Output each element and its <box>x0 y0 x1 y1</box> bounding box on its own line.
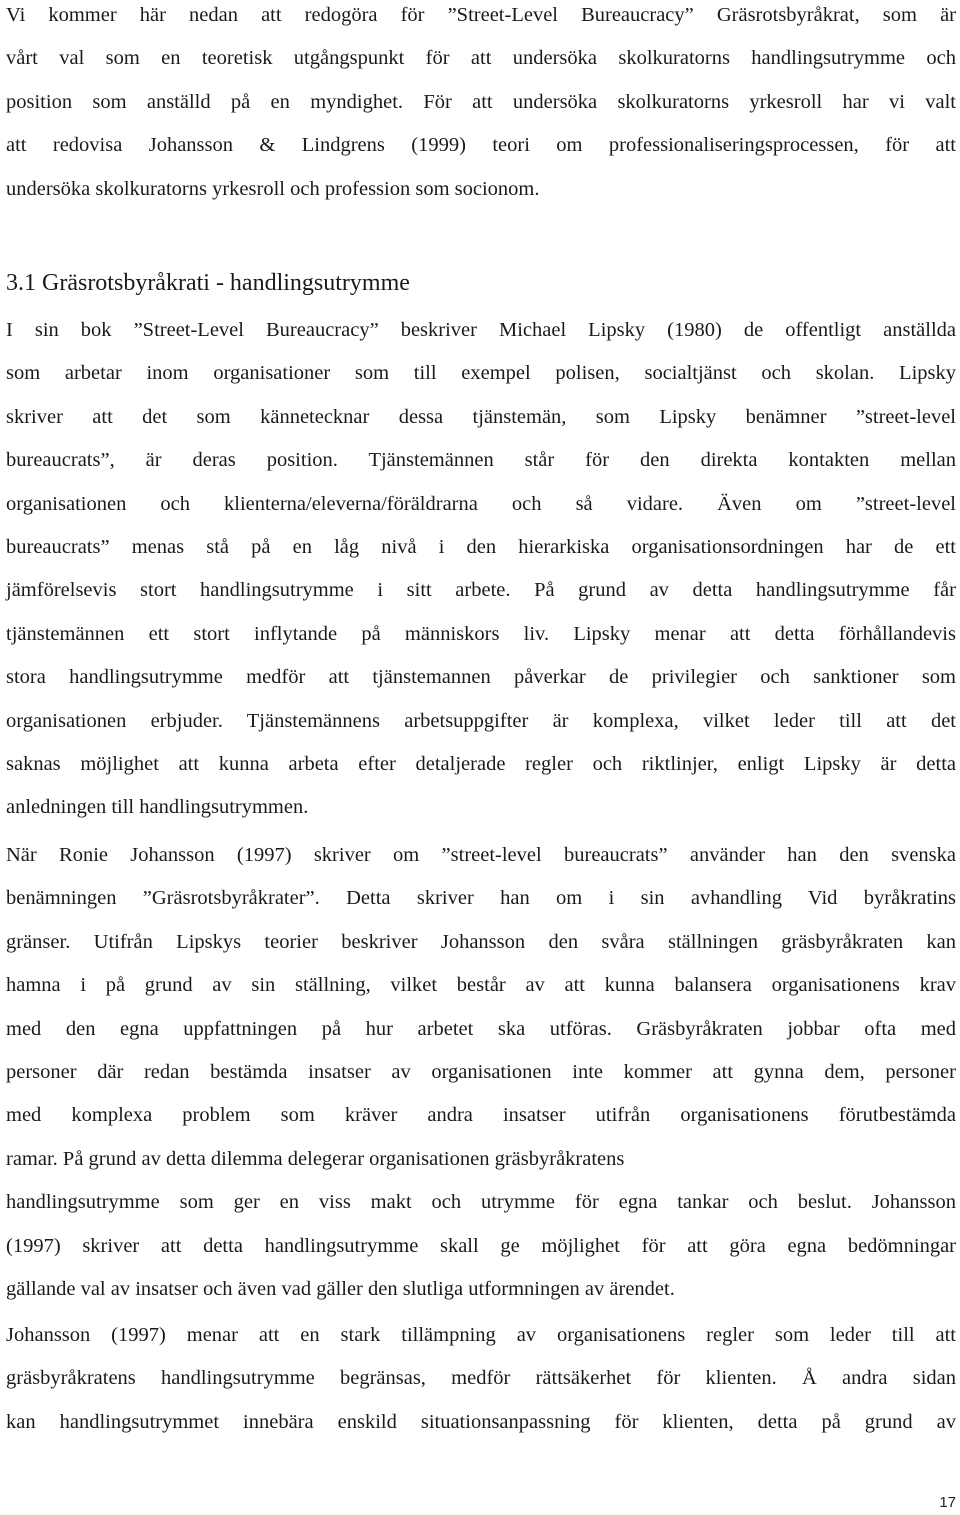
text-line: med komplexa problem som kräver andra insatser utifrån organisationens förutbestämda <box>6 1104 956 1127</box>
text-line: Vi kommer här nedan att redogöra för ”Street-Level Bureaucracy” Gräsrotsbyråkrat, som är <box>6 4 956 26</box>
text-line: benämningen ”Gräsrotsbyråkrater”. Detta skriver han om i sin avhandling Vid byråkratins <box>6 887 956 910</box>
text-line: organisationen erbjuder. Tjänstemännens arbetsuppgifter är komplexa, vilket leder till att det <box>6 709 956 732</box>
text-line: ramar. På grund av detta dilemma delegerar organisationen gräsbyråkratens <box>6 1147 625 1170</box>
text-line: gränser. Utifrån Lipskys teorier beskriver Johansson den svåra ställningen gräsbyråkraten kan <box>6 930 956 953</box>
text-line: stora handlingsutrymme medför att tjänstemannen påverkar de privilegier och sanktioner som <box>6 666 956 689</box>
body-paragraph-rules <box>6 1314 956 1444</box>
text-line: organisationen och klienterna/eleverna/föräldrarna och så vidare. Även om ”street-level <box>6 492 956 515</box>
text-line: anledningen till handlingsutrymmen. <box>6 796 309 819</box>
text-line: gällande val av insatser och även vad gäller den slutliga utformningen av ärendet. <box>6 1278 675 1301</box>
section-heading: 3.1 Gräsrotsbyråkrati - handlingsutrymme <box>6 270 410 296</box>
text-line: Johansson (1997) menar att en stark tillämpning av organisationens regler som leder till att <box>6 1324 956 1346</box>
text-line: undersöka skolkuratorns yrkesroll och profession som socionom. <box>6 177 540 200</box>
text-line: skriver att det som kännetecknar dessa tjänstemän, som Lipsky benämner ”street-level <box>6 405 956 428</box>
text-line: tjänstemännen ett stort inflytande på människors liv. Lipsky menar att detta förhållandevis <box>6 622 956 645</box>
text-line: position som anställd på en myndighet. För att undersöka skolkuratorns yrkesroll har vi valt <box>6 90 956 113</box>
body-paragraph-lipsky <box>6 309 956 830</box>
text-line: När Ronie Johansson (1997) skriver om ”street-level bureaucrats” använder han den svenska <box>6 844 956 866</box>
text-line: bureaucrats”, är deras position. Tjänstemännen står för den direkta kontakten mellan <box>6 449 956 472</box>
text-line: personer där redan bestämda insatser av organisationen inte kommer att gynna dem, personer <box>6 1061 956 1084</box>
text-line: som arbetar inom organisationer som till exempel polisen, socialtjänst och skolan. Lipsky <box>6 362 956 385</box>
intro-paragraph <box>6 0 956 211</box>
text-line: (1997) skriver att detta handlingsutrymme skall ge möjlighet för att göra egna bedömningar <box>6 1234 956 1257</box>
text-line: vårt val som en teoretisk utgångspunkt för att undersöka skolkuratorns handlingsutrymme och <box>6 47 956 70</box>
text-line: I sin bok ”Street-Level Bureaucracy” beskriver Michael Lipsky (1980) de offentligt anställda <box>6 319 956 341</box>
page-number: 17 <box>939 1494 956 1511</box>
text-line: att redovisa Johansson & Lindgrens (1999) teori om professionaliseringsprocessen, för att <box>6 134 956 157</box>
text-line: hamna i på grund av sin ställning, vilket består av att kunna balansera organisationens krav <box>6 974 956 997</box>
text-line: med den egna uppfattningen på hur arbetet ska utföras. Gräsbyråkraten jobbar ofta med <box>6 1017 956 1040</box>
text-line: bureaucrats” menas stå på en låg nivå i den hierarkiska organisationsordningen har de ett <box>6 536 956 559</box>
text-line: saknas möjlighet att kunna arbeta efter detaljerade regler och riktlinjer, enligt Lipsky är detta <box>6 753 956 776</box>
text-line: gräsbyråkratens handlingsutrymme begränsas, medför rättsäkerhet för klienten. Å andra sidan <box>6 1367 956 1390</box>
body-paragraph-johansson <box>6 834 956 1311</box>
text-line: handlingsutrymme som ger en viss makt och utrymme för egna tankar och beslut. Johansson <box>6 1191 956 1214</box>
text-line: jämförelsevis stort handlingsutrymme i sitt arbete. På grund av detta handlingsutrymme får <box>6 579 956 602</box>
text-line: kan handlingsutrymmet innebära enskild situationsanpassning för klienten, detta på grund av <box>6 1410 956 1433</box>
